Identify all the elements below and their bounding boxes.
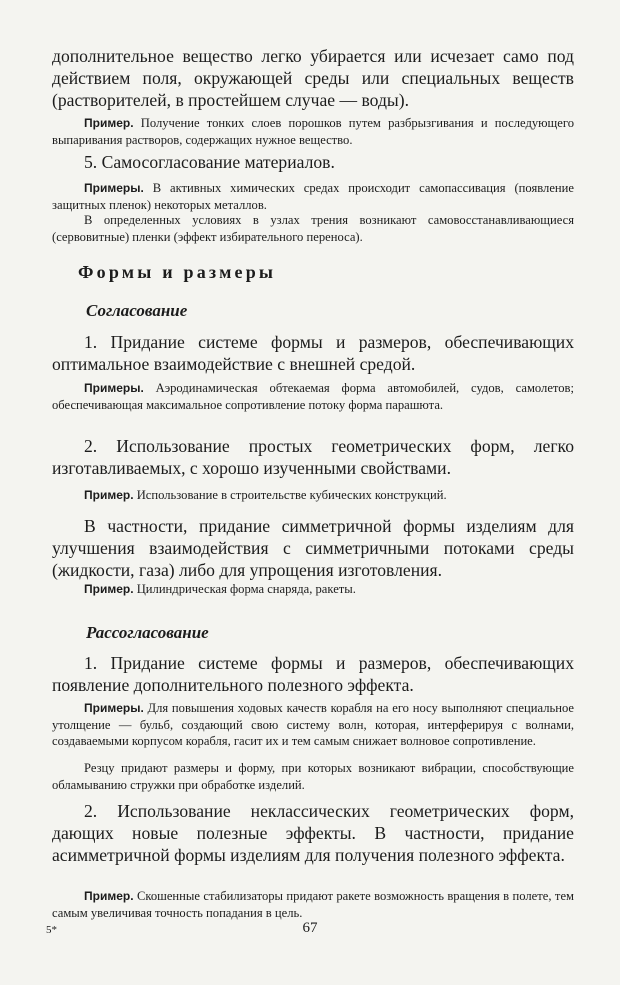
example-2-continuation: В определенных условиях в узлах трения возникают самовосстанавливающиеся (сервовитные) пленки (эффект избирательного переноса). bbox=[52, 213, 574, 244]
example-7 bbox=[52, 888, 574, 921]
example-2 bbox=[52, 180, 574, 213]
example-2-text: В активных химических средах происходит самопассивация (появление защитных пленок) некоторых металлов. bbox=[52, 181, 574, 212]
example-1-label: Пример. bbox=[84, 116, 134, 130]
section-heading-forms: Формы и размеры bbox=[78, 262, 277, 282]
example-4-label: Пример. bbox=[84, 488, 134, 502]
example-7-label: Пример. bbox=[84, 889, 134, 903]
matching-item-symmetric: В частности, придание симметричной формы изделиям для улучшения взаимодействия с симметричными потоками среды (жидкости, газа) либо для упрощения изготовления. bbox=[52, 516, 574, 580]
example-1 bbox=[52, 115, 574, 148]
example-2-label: Примеры. bbox=[84, 181, 144, 195]
example-6-continuation: Резцу придают размеры и форму, при которых возникают вибрации, способствующие обламыванию стружки при обработке изделий. bbox=[52, 761, 574, 792]
example-6-text: Для повышения ходовых качеств корабля на его носу выполняют специальное утолщение — бульб, создающий свою систему волн, которая, интерферируя с волнами, создаваемыми корпусом корабля, гасит их и тем самым снижает волновое сопротивление. bbox=[52, 701, 574, 748]
example-3-label: Примеры. bbox=[84, 381, 144, 395]
subheading-matching: Согласование bbox=[86, 301, 188, 320]
item-5-self-matching: 5. Самосогласование материалов. bbox=[84, 152, 335, 172]
mismatching-item-1: 1. Придание системе формы и размеров, обеспечивающих появление дополнительного полезного эффекта. bbox=[52, 653, 574, 695]
example-4-text: Использование в строительстве кубических конструкций. bbox=[133, 488, 447, 502]
example-6 bbox=[52, 700, 574, 750]
matching-item-2: 2. Использование простых геометрических форм, легко изготавливаемых, с хорошо изученными свойствами. bbox=[52, 436, 574, 478]
mismatching-item-2: 2. Использование неклассических геометрических форм, дающих новые полезные эффекты. В частности, придание асимметричной формы изделиям для получения полезного эффекта. bbox=[52, 801, 574, 865]
page-number: 67 bbox=[302, 920, 318, 936]
example-7-text: Скошенные стабилизаторы придают ракете возможность вращения в полете, тем самым увеличивая точность попадания в цель. bbox=[52, 889, 574, 920]
example-5-text: Цилиндрическая форма снаряда, ракеты. bbox=[133, 582, 356, 596]
example-3 bbox=[52, 380, 574, 413]
matching-item-1: 1. Придание системе формы и размеров, обеспечивающих оптимальное взаимодействие с внешней средой. bbox=[52, 332, 574, 374]
example-1-text: Получение тонких слоев порошков путем разбрызгивания и последующего выпаривания растворов, содержащих нужное вещество. bbox=[52, 116, 574, 147]
example-3-text: Аэродинамическая обтекаемая форма автомобилей, судов, самолетов; обеспечивающая максимальное сопротивление потоку форма парашюта. bbox=[52, 381, 574, 412]
printer-signature-mark: 5* bbox=[46, 924, 57, 936]
example-5 bbox=[52, 581, 574, 598]
example-4 bbox=[52, 487, 574, 504]
subheading-mismatching: Рассогласование bbox=[86, 623, 209, 642]
example-5-label: Пример. bbox=[84, 582, 134, 596]
example-6-label: Примеры. bbox=[84, 701, 144, 715]
paragraph-continuation: дополнительное вещество легко убирается или исчезает само под действием поля, окружающей среды или специальных веществ (растворителей, в простейшем случае — воды). bbox=[52, 46, 574, 110]
